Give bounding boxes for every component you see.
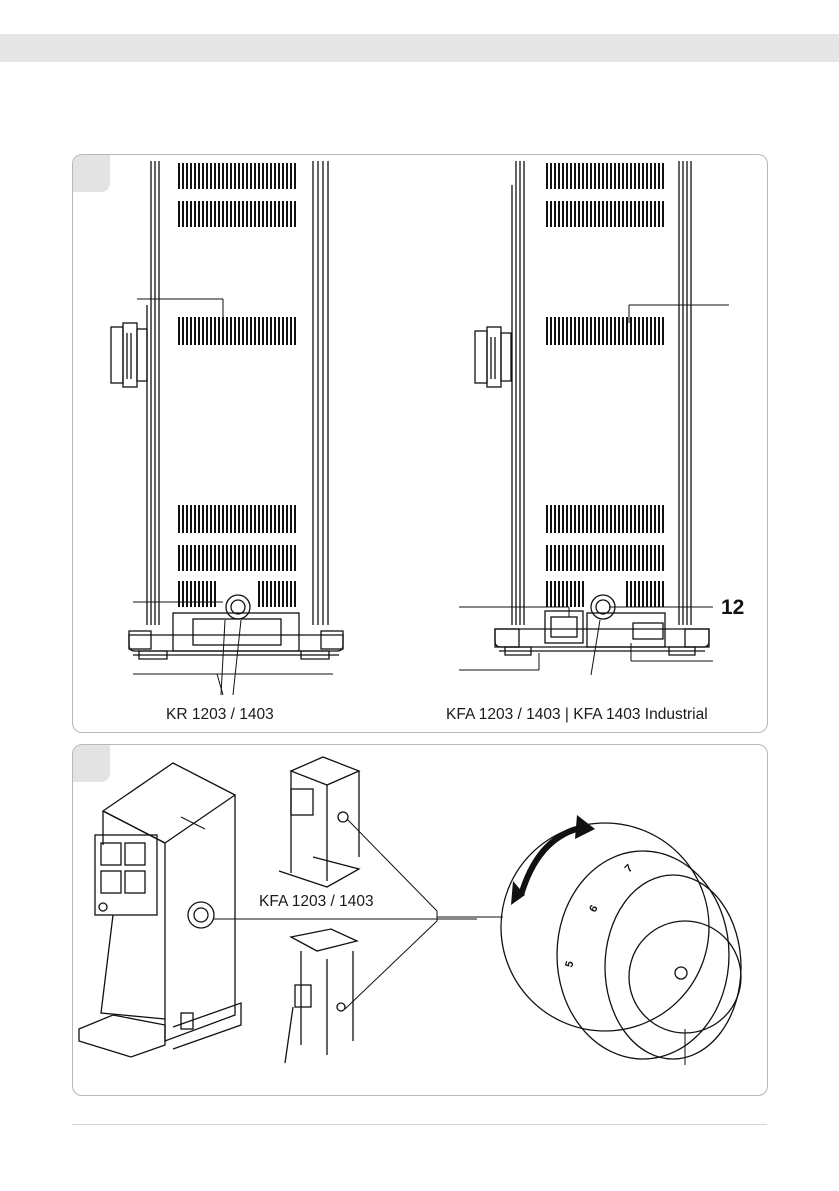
dial-number-5: 5 [563,959,577,969]
small-grinder-top-drawing [279,757,437,911]
dial-number-6: 6 [587,903,601,915]
kr-model-caption: KR 1203 / 1403 [166,706,274,723]
figure-panel-rear-views [72,154,768,733]
footer-rule [72,1124,767,1125]
kfa-model-label: KFA 1203 / 1403 [259,893,374,910]
dial-detail-drawing [501,815,741,1065]
grind-adjustment-drawings [73,745,767,1095]
kfa-model-caption: KFA 1203 / 1403 | KFA 1403 Industrial [446,706,708,723]
small-grinder-bottom-drawing [285,921,437,1063]
figure-panel-grind-adjustment [72,744,768,1096]
header-band [0,34,839,62]
callout-number-12: 12 [721,596,745,619]
rear-view-drawings [73,155,767,732]
dial-number-7: 7 [622,862,636,876]
kr-machine-drawing [111,161,343,695]
vent-row [179,163,295,189]
kfa-machine-drawing [459,161,729,675]
